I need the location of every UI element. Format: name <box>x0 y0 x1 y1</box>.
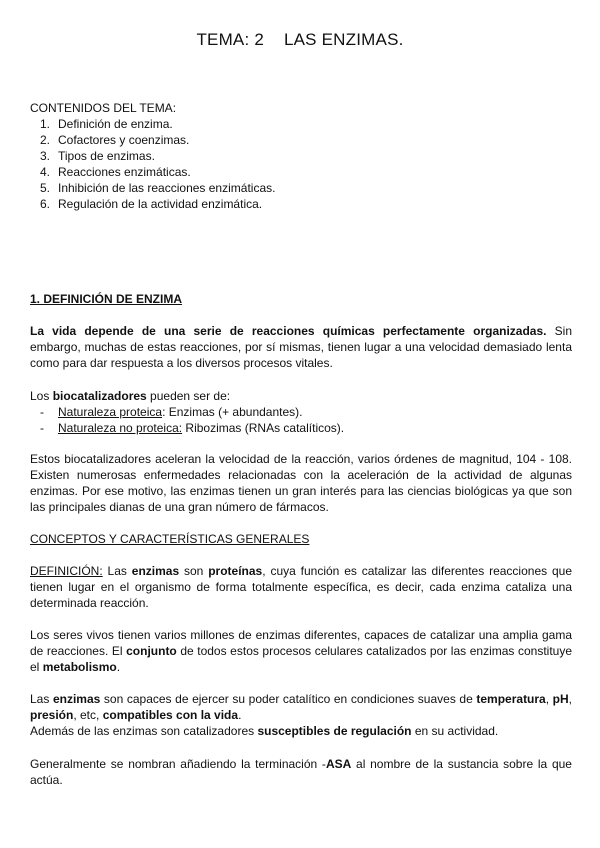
paragraph-aceleracion: Estos biocatalizadores aceleran la velocidad de la reacción, varios órdenes de magnitud, 104 - 108. Existen numerosas enfermedades relacionadas con la aceleración de la actividad de algunas enzimas. Por ese motivo, las enzimas tienen un gran interés para las ciencias biológicas ya que son las principales dianas de una gran número de fármacos. <box>30 452 572 514</box>
list-item: - Naturaleza proteica: Enzimas (+ abundantes). <box>40 405 303 419</box>
paragraph-definicion: DEFINICIÓN: Las enzimas son proteínas, cuya función es catalizar las diferentes reacciones que tienen lugar en el organismo de forma totalmente específica, es decir, cada enzima cataliza una determinada reacción. <box>30 564 573 610</box>
contents-list <box>30 100 570 212</box>
contents-item: 1. Definición de enzima. <box>40 117 173 131</box>
section1-heading: 1. DEFINICIÓN DE ENZIMA <box>30 292 183 306</box>
paragraph-condiciones: Las enzimas son capaces de ejercer su poder catalítico en condiciones suaves de temperatura, pH, presión, etc, compatibles con la vida. Además de las enzimas son catalizadores susceptibles de regulación en su actividad. <box>30 692 573 738</box>
subheading-conceptos: CONCEPTOS Y CARACTERÍSTICAS GENERALES <box>30 532 310 546</box>
contents-item: 4. Reacciones enzimáticas. <box>40 165 191 179</box>
contents-items <box>30 116 570 212</box>
contents-item: 2. Cofactores y coenzimas. <box>40 133 190 147</box>
page-title <box>0 30 600 50</box>
title-prefix: TEMA: 2 <box>196 30 264 49</box>
title-main: LAS ENZIMAS. <box>283 30 404 49</box>
contents-item: 5. Inhibición de las reacciones enzimáticas. <box>40 181 276 195</box>
contents-item: 6. Regulación de la actividad enzimática. <box>40 197 263 211</box>
contents-heading: CONTENIDOS DEL TEMA: <box>30 101 177 115</box>
paragraph-nomenclatura: Generalmente se nombran añadiendo la terminación -ASA al nombre de la sustancia sobre la que actúa. <box>30 757 572 787</box>
biocatalizadores-list <box>30 404 572 436</box>
paragraph-biocatalizadores: Los biocatalizadores pueden ser de: - Naturaleza proteica: Enzimas (+ abundantes). - Naturaleza no proteica: Ribozimas (RNAs catalíticos). <box>30 388 572 436</box>
paragraph-vida: La vida depende de una serie de reacciones químicas perfectamente organizadas. Sin embargo, muchas de estas reacciones, por sí mismas, tienen lugar a una velocidad demasiado lenta como para dar respuesta a los diversos procesos vitales. <box>30 324 572 370</box>
paragraph-metabolismo: Los seres vivos tienen varios millones de enzimas diferentes, capaces de catalizar una amplia gama de reacciones. El conjunto de todos estos procesos celulares catalizados por las enzimas constituye el metabolismo. <box>30 628 573 674</box>
list-item: - Naturaleza no proteica: Ribozimas (RNAs catalíticos). <box>40 421 345 435</box>
contents-item: 3. Tipos de enzimas. <box>40 149 155 163</box>
